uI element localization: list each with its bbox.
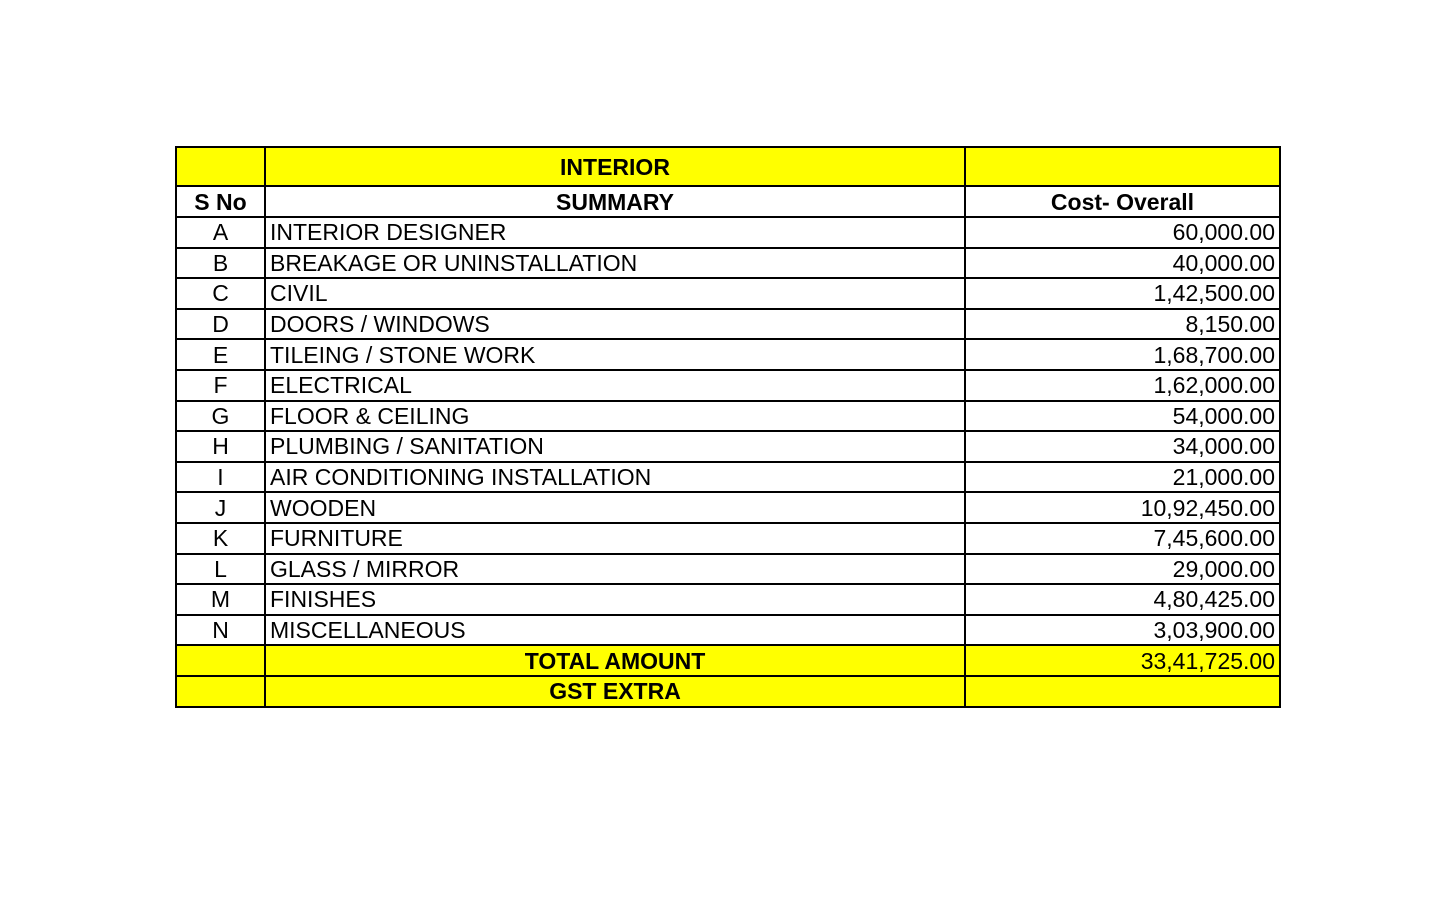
- table-row: [176, 370, 1280, 401]
- table-row: [176, 615, 1280, 646]
- header-row: [176, 186, 1280, 217]
- sno-cell: C: [176, 278, 265, 309]
- cost-cell: 54,000.00: [965, 401, 1280, 432]
- sno-cell: E: [176, 339, 265, 370]
- sno-cell: K: [176, 523, 265, 554]
- desc-cell: AIR CONDITIONING INSTALLATION: [265, 462, 965, 493]
- desc-cell: FLOOR & CEILING: [265, 401, 965, 432]
- sno-cell: D: [176, 309, 265, 340]
- header-sno: S No: [176, 186, 265, 217]
- desc-cell: INTERIOR DESIGNER: [265, 217, 965, 248]
- sno-cell: B: [176, 248, 265, 279]
- table-row: [176, 401, 1280, 432]
- table-row: [176, 339, 1280, 370]
- cost-cell: 21,000.00: [965, 462, 1280, 493]
- cost-cell: 40,000.00: [965, 248, 1280, 279]
- title-sno-cell: [176, 147, 265, 186]
- sno-cell: L: [176, 554, 265, 585]
- cost-cell: 1,42,500.00: [965, 278, 1280, 309]
- table-row: [176, 554, 1280, 585]
- desc-cell: GLASS / MIRROR: [265, 554, 965, 585]
- desc-cell: FINISHES: [265, 584, 965, 615]
- table-row: [176, 278, 1280, 309]
- total-label: TOTAL AMOUNT: [265, 645, 965, 676]
- table-row: [176, 523, 1280, 554]
- sno-cell: F: [176, 370, 265, 401]
- desc-cell: FURNITURE: [265, 523, 965, 554]
- desc-cell: TILEING / STONE WORK: [265, 339, 965, 370]
- gst-label: GST EXTRA: [265, 676, 965, 707]
- sno-cell: H: [176, 431, 265, 462]
- table-row: [176, 492, 1280, 523]
- interior-summary-table: [175, 146, 1281, 708]
- header-summary: SUMMARY: [265, 186, 965, 217]
- cost-cell: 8,150.00: [965, 309, 1280, 340]
- table-row: [176, 462, 1280, 493]
- gst-sno-cell: [176, 676, 265, 707]
- cost-cell: 60,000.00: [965, 217, 1280, 248]
- desc-cell: DOORS / WINDOWS: [265, 309, 965, 340]
- table-row: [176, 248, 1280, 279]
- sno-cell: G: [176, 401, 265, 432]
- sno-cell: J: [176, 492, 265, 523]
- cost-cell: 29,000.00: [965, 554, 1280, 585]
- total-row: [176, 645, 1280, 676]
- gst-value-cell: [965, 676, 1280, 707]
- desc-cell: WOODEN: [265, 492, 965, 523]
- sno-cell: M: [176, 584, 265, 615]
- title-row: [176, 147, 1280, 186]
- cost-cell: 3,03,900.00: [965, 615, 1280, 646]
- table-row: [176, 431, 1280, 462]
- table-row: [176, 584, 1280, 615]
- title-cost-cell: [965, 147, 1280, 186]
- cost-cell: 1,68,700.00: [965, 339, 1280, 370]
- header-cost: Cost- Overall: [965, 186, 1280, 217]
- total-value: 33,41,725.00: [965, 645, 1280, 676]
- cost-cell: 4,80,425.00: [965, 584, 1280, 615]
- desc-cell: ELECTRICAL: [265, 370, 965, 401]
- gst-row: [176, 676, 1280, 707]
- table-row: [176, 309, 1280, 340]
- cost-cell: 10,92,450.00: [965, 492, 1280, 523]
- sno-cell: I: [176, 462, 265, 493]
- sno-cell: A: [176, 217, 265, 248]
- total-sno-cell: [176, 645, 265, 676]
- sno-cell: N: [176, 615, 265, 646]
- desc-cell: MISCELLANEOUS: [265, 615, 965, 646]
- cost-cell: 1,62,000.00: [965, 370, 1280, 401]
- desc-cell: PLUMBING / SANITATION: [265, 431, 965, 462]
- desc-cell: CIVIL: [265, 278, 965, 309]
- cost-cell: 7,45,600.00: [965, 523, 1280, 554]
- table-title: INTERIOR: [265, 147, 965, 186]
- table-row: [176, 217, 1280, 248]
- desc-cell: BREAKAGE OR UNINSTALLATION: [265, 248, 965, 279]
- cost-cell: 34,000.00: [965, 431, 1280, 462]
